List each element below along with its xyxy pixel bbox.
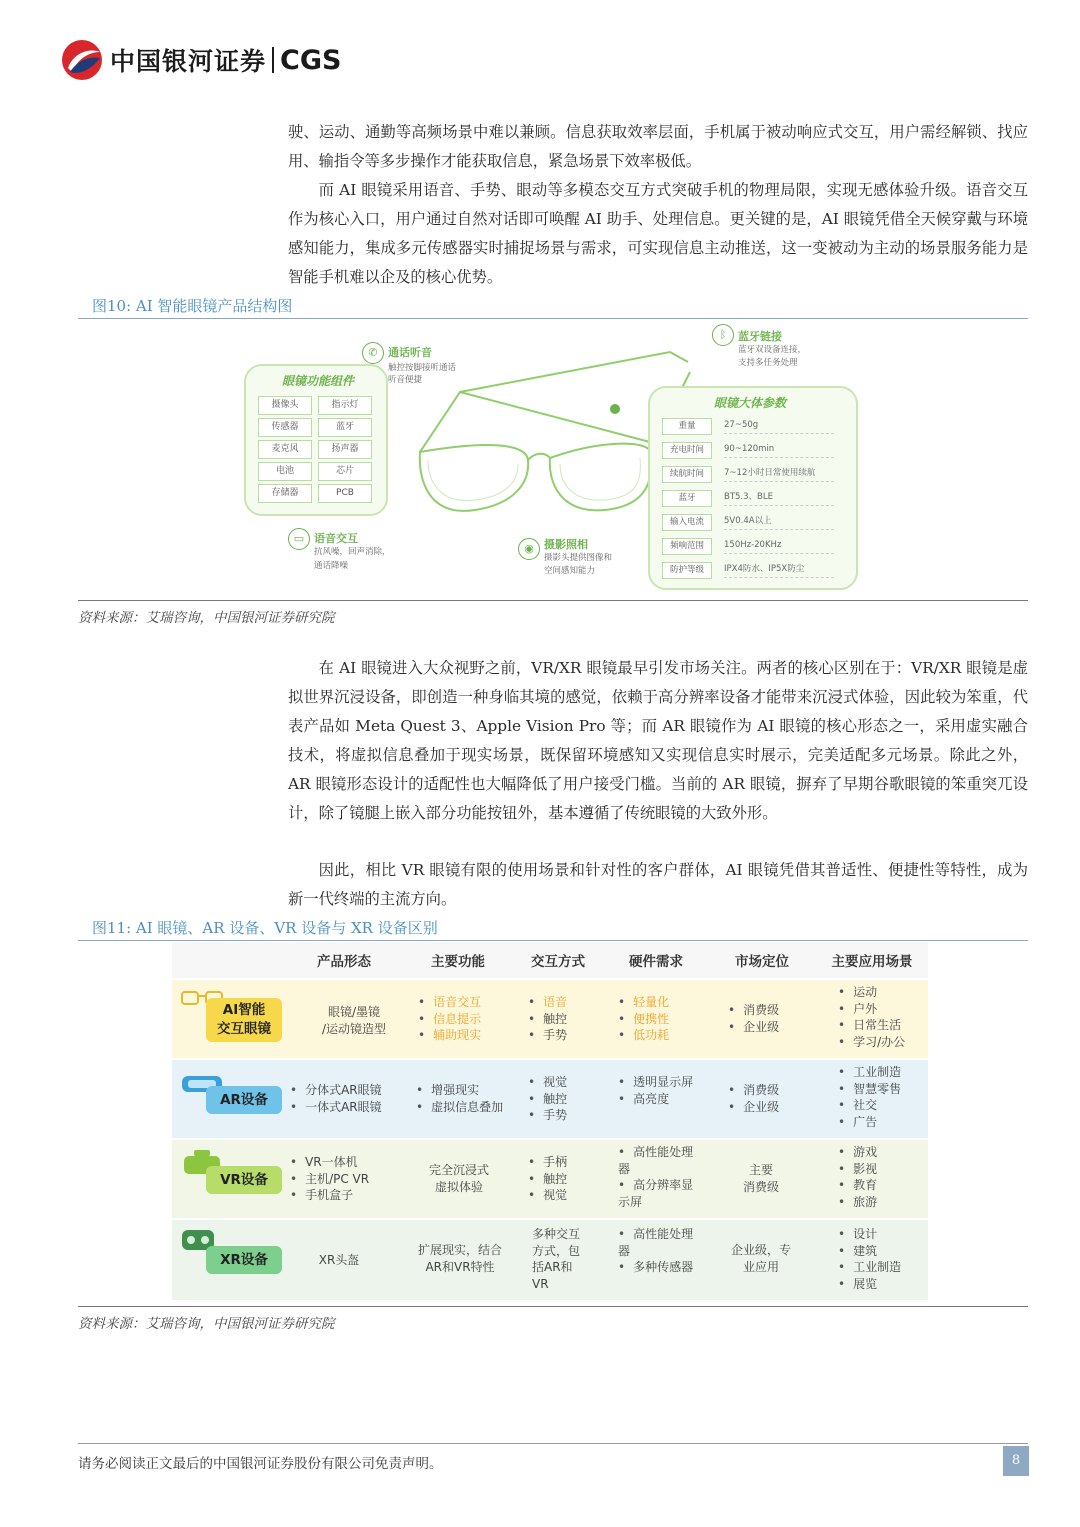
- cell-form: [290, 1082, 382, 1115]
- list-item: • 辅助现实: [418, 1027, 481, 1044]
- component-cell: 麦克风: [258, 440, 312, 459]
- list-item: • 消费级: [728, 1002, 779, 1019]
- list-item: • 建筑: [838, 1243, 901, 1260]
- callout-bluetooth-title: 蓝牙链接: [738, 330, 782, 343]
- figure-10-bottom-rule: [78, 600, 1028, 601]
- list-item: • 多种传感器: [618, 1259, 702, 1276]
- list-item: • 分体式AR眼镜: [290, 1082, 382, 1099]
- cell-hardware: [618, 1226, 702, 1276]
- component-cell: 指示灯: [318, 396, 372, 415]
- component-cell: 芯片: [318, 462, 372, 481]
- table-row: [172, 980, 928, 1058]
- cell-line: 业应用: [742, 1259, 779, 1274]
- logo-english-name: CGS: [280, 44, 342, 76]
- list-item: • 语音交互: [418, 994, 481, 1011]
- cell-function: [414, 1162, 504, 1195]
- table-row: [172, 1140, 928, 1218]
- cell-scenes: [838, 984, 905, 1050]
- param-value: BT5.3、BLE: [724, 490, 834, 506]
- component-cell: 蓝牙: [318, 418, 372, 437]
- row-badge-ar: AR设备: [206, 1086, 282, 1114]
- phone-icon: ✆: [362, 342, 384, 364]
- component-cell: 电池: [258, 462, 312, 481]
- logo-chinese-name: 中国银河证券: [110, 47, 267, 76]
- header-market: 市场定位: [735, 954, 789, 970]
- figure-11-top-rule: [78, 940, 1028, 941]
- table-row: [172, 1220, 928, 1300]
- list-item: • 手柄: [528, 1154, 567, 1171]
- cell-interaction: [528, 1154, 567, 1204]
- figure-10-title: 图10: AI 智能眼镜产品结构图: [92, 297, 293, 315]
- param-value: 90~120min: [724, 442, 834, 458]
- list-item: • 增强现实: [416, 1082, 503, 1099]
- figure-11-source: 资料来源：艾瑞咨询，中国银河证券研究院: [78, 1316, 335, 1332]
- list-item: • 设计: [838, 1226, 901, 1243]
- callout-voice-desc-2: 通话降噪: [314, 561, 349, 571]
- cell-form: [304, 1252, 374, 1269]
- logo-separator: [272, 47, 274, 73]
- list-item: • 透明显示屏: [618, 1074, 702, 1091]
- callout-call-title: 通话听音: [388, 346, 432, 359]
- list-item: • 社交: [838, 1097, 901, 1114]
- page-number: 8: [1003, 1446, 1029, 1476]
- table-header: [172, 942, 928, 978]
- footer-rule: [78, 1443, 1028, 1444]
- cgs-logo-icon: [60, 38, 104, 82]
- cell-market: [728, 1082, 779, 1115]
- param-label: 重量: [662, 418, 712, 435]
- cell-form: [304, 1004, 404, 1037]
- list-item: • 工业制造: [838, 1259, 901, 1276]
- cell-scenes: [838, 1226, 901, 1292]
- list-item: • 高性能处理器: [618, 1144, 702, 1177]
- list-item: • 触控: [528, 1171, 567, 1188]
- param-value: 5V0.4A以上: [724, 514, 834, 530]
- list-item: • 企业级: [728, 1099, 779, 1116]
- param-label: 频响范围: [662, 538, 712, 555]
- list-item: • 工业制造: [838, 1064, 901, 1081]
- list-item: • 便携性: [618, 1011, 669, 1028]
- footer-disclaimer: 请务必阅读正文最后的中国银河证券股份有限公司免责声明。: [78, 1456, 443, 1472]
- header-function: 主要功能: [431, 954, 485, 970]
- param-label: 蓝牙: [662, 490, 712, 507]
- header-scenes: 主要应用场景: [831, 954, 913, 970]
- callout-voice-desc-1: 抗风噪，回声消除，: [314, 547, 391, 557]
- list-item: • 智慧零售: [838, 1081, 901, 1098]
- cell-line: 扩展现实，结合: [417, 1243, 502, 1257]
- figure-11-title: 图11: AI 眼镜、AR 设备、VR 设备与 XR 设备区别: [92, 919, 438, 937]
- list-item: • 影视: [838, 1161, 877, 1178]
- cell-line: AR和VR特性: [425, 1259, 495, 1274]
- cell-market: [728, 1162, 794, 1195]
- callout-voice-title: 语音交互: [314, 532, 358, 545]
- list-item: • 教育: [838, 1177, 877, 1194]
- header-form: 产品形态: [317, 954, 371, 970]
- cell-line: 方式，包: [532, 1243, 581, 1258]
- list-item: • 广告: [838, 1114, 901, 1131]
- list-item: • 消费级: [728, 1082, 779, 1099]
- param-label: 输入电流: [662, 514, 712, 531]
- callout-bluetooth-desc-1: 蓝牙双设备连接，: [738, 345, 807, 355]
- header-interaction: 交互方式: [531, 954, 585, 970]
- figure-11-comparison-table: [172, 942, 928, 1300]
- paragraph-3: 在 AI 眼镜进入大众视野之前，VR/XR 眼镜最早引发市场关注。两者的核心区别在于：VR/XR 眼镜是虚拟世界沉浸设备，即创造一种身临其境的感觉，依赖于高分辨率设备才能带来沉浸式体验，因此较为笨重，代表产品如 Meta Quest 3、Apple Vision Pro 等；而 AR 眼镜作为 AI 眼镜的核心形态之一，采用虚实融合技术，将虚拟信息叠加于现实场景，既保留环境感知又实现信息实时展示，完美适配多元场景。除此之外，AR 眼镜形态设计的适配性也大幅降低了用户接受门槛。当前的 AR 眼镜，摒弃了早期谷歌眼镜的笨重突兀设计，除了镜腿上嵌入部分功能按钮外，基本遵循了传统眼镜的大致外形。: [288, 659, 1028, 822]
- list-item: • 企业级: [728, 1019, 779, 1036]
- figure-10-top-rule: [78, 318, 1028, 319]
- row-badge-vr: VR设备: [206, 1166, 282, 1194]
- list-item: • 触控: [528, 1011, 567, 1028]
- param-value: 7~12小时日常使用续航: [724, 466, 834, 482]
- cell-function: [418, 994, 481, 1044]
- list-item: • 虚拟信息叠加: [416, 1099, 503, 1116]
- cell-interaction: [528, 994, 567, 1044]
- list-item: • 户外: [838, 1001, 905, 1018]
- cell-hardware: [618, 1074, 702, 1107]
- params-title: 眼镜大体参数: [714, 396, 787, 410]
- cell-line: XR头盔: [318, 1253, 360, 1267]
- list-item: • 视觉: [528, 1187, 567, 1204]
- component-cell: 扬声器: [318, 440, 372, 459]
- paragraph-1: 驶、运动、通勤等高频场景中难以兼顾。信息获取效率层面，手机属于被动响应式交互，用户需经解锁、找应用、输指令等多步操作才能获取信息，紧急场景下效率极低。: [288, 123, 1028, 170]
- cell-line: 虚拟体验: [434, 1179, 483, 1194]
- cell-line: 企业级，专: [730, 1243, 791, 1257]
- cell-hardware: [618, 1144, 702, 1210]
- cell-hardware: [618, 994, 669, 1044]
- params-card: [648, 386, 858, 590]
- list-item: • 高亮度: [618, 1091, 702, 1108]
- row-badge-xr: XR设备: [206, 1246, 282, 1274]
- component-cell: 存储器: [258, 484, 312, 503]
- figure-10-source: 资料来源：艾瑞咨询，中国银河证券研究院: [78, 610, 335, 626]
- list-item: • 高分辨率显示屏: [618, 1177, 702, 1210]
- badge-line: 交互眼镜: [217, 1021, 271, 1037]
- row-badge-ai-glasses: [206, 998, 282, 1042]
- cell-interaction: [528, 1074, 567, 1124]
- list-item: • 学习/办公: [838, 1034, 905, 1051]
- cell-market: [724, 1242, 798, 1275]
- list-item: • 高性能处理器: [618, 1226, 702, 1259]
- cell-line: VR: [532, 1276, 549, 1291]
- figure-11-bottom-rule: [78, 1306, 1028, 1307]
- list-item: • 触控: [528, 1091, 567, 1108]
- cell-line: /运动镜造型: [321, 1021, 387, 1036]
- camera-icon: ◉: [518, 538, 540, 560]
- callout-camera-title: 摄影照相: [544, 538, 588, 551]
- cell-line: 消费级: [742, 1179, 779, 1194]
- company-logo: [60, 38, 341, 82]
- components-title: 眼镜功能组件: [282, 374, 355, 388]
- table-row: [172, 1060, 928, 1138]
- list-item: • 主机/PC VR: [290, 1171, 369, 1188]
- list-item: • 运动: [838, 984, 905, 1001]
- list-item: • VR一体机: [290, 1154, 369, 1171]
- cell-line: 括AR和: [532, 1260, 573, 1274]
- cell-interaction: [532, 1226, 596, 1292]
- list-item: • 视觉: [528, 1074, 567, 1091]
- bluetooth-icon: ᛒ: [712, 324, 734, 346]
- list-item: • 手机盒子: [290, 1187, 369, 1204]
- header-hardware: 硬件需求: [629, 954, 683, 970]
- badge-line: AI智能: [222, 1002, 266, 1018]
- voice-interaction-icon: ▭: [288, 528, 310, 550]
- list-item: • 游戏: [838, 1144, 877, 1161]
- list-item: • 日常生活: [838, 1017, 905, 1034]
- cell-form: [290, 1154, 369, 1204]
- component-cell: 传感器: [258, 418, 312, 437]
- cell-line: 多种交互: [532, 1227, 581, 1241]
- list-item: • 语音: [528, 994, 567, 1011]
- param-value: 150Hz-20KHz: [724, 538, 834, 554]
- paragraph-2: 而 AI 眼镜采用语音、手势、眼动等多模态交互方式突破手机的物理局限，实现无感体验升级。语音交互作为核心入口，用户通过自然对话即可唤醒 AI 助手、处理信息。更关键的是，AI 眼镜凭借全天候穿戴与环境感知能力，集成多元传感器实时捕捉场景与需求，可实现信息主动推送，这一变被动为主动的场景服务能力是智能手机难以企及的核心优势。: [288, 181, 1028, 286]
- list-item: • 手势: [528, 1107, 567, 1124]
- list-item: • 信息提示: [418, 1011, 481, 1028]
- callout-bluetooth-desc-2: 支持多任务处理: [738, 358, 798, 368]
- param-label: 续航时间: [662, 466, 712, 483]
- callout-call-desc-1: 触控按脚接听通话: [388, 363, 457, 373]
- list-item: • 旅游: [838, 1194, 877, 1211]
- callout-call-desc-2: 听音便捷: [388, 375, 423, 385]
- cell-function: [410, 1242, 510, 1275]
- cell-market: [728, 1002, 779, 1035]
- list-item: • 手势: [528, 1027, 567, 1044]
- component-cell: PCB: [318, 484, 372, 503]
- cell-line: 眼镜/墨镜: [327, 1005, 381, 1019]
- list-item: • 一体式AR眼镜: [290, 1099, 382, 1116]
- param-label: 充电时间: [662, 442, 712, 459]
- param-value: IPX4防水、IP5X防尘: [724, 562, 834, 578]
- param-label: 防护等级: [662, 562, 712, 579]
- list-item: • 轻量化: [618, 994, 669, 1011]
- components-card: [244, 364, 388, 516]
- cell-line: 主要: [748, 1163, 773, 1177]
- cell-scenes: [838, 1064, 901, 1130]
- cell-function: [416, 1082, 503, 1115]
- list-item: • 低功耗: [618, 1027, 669, 1044]
- figure-10-diagram: [240, 322, 860, 590]
- cell-line: 完全沉浸式: [428, 1163, 489, 1177]
- param-value: 27~50g: [724, 418, 834, 434]
- callout-camera-desc-2: 空间感知能力: [544, 566, 596, 576]
- component-cell: 摄像头: [258, 396, 312, 415]
- paragraph-4: 因此，相比 VR 眼镜有限的使用场景和针对性的客户群体，AI 眼镜凭借其普适性、便捷性等特性，成为新一代终端的主流方向。: [288, 861, 1028, 908]
- cell-scenes: [838, 1144, 877, 1210]
- callout-camera-desc-1: 摄影头提供图像和: [544, 553, 613, 563]
- list-item: • 展览: [838, 1276, 901, 1293]
